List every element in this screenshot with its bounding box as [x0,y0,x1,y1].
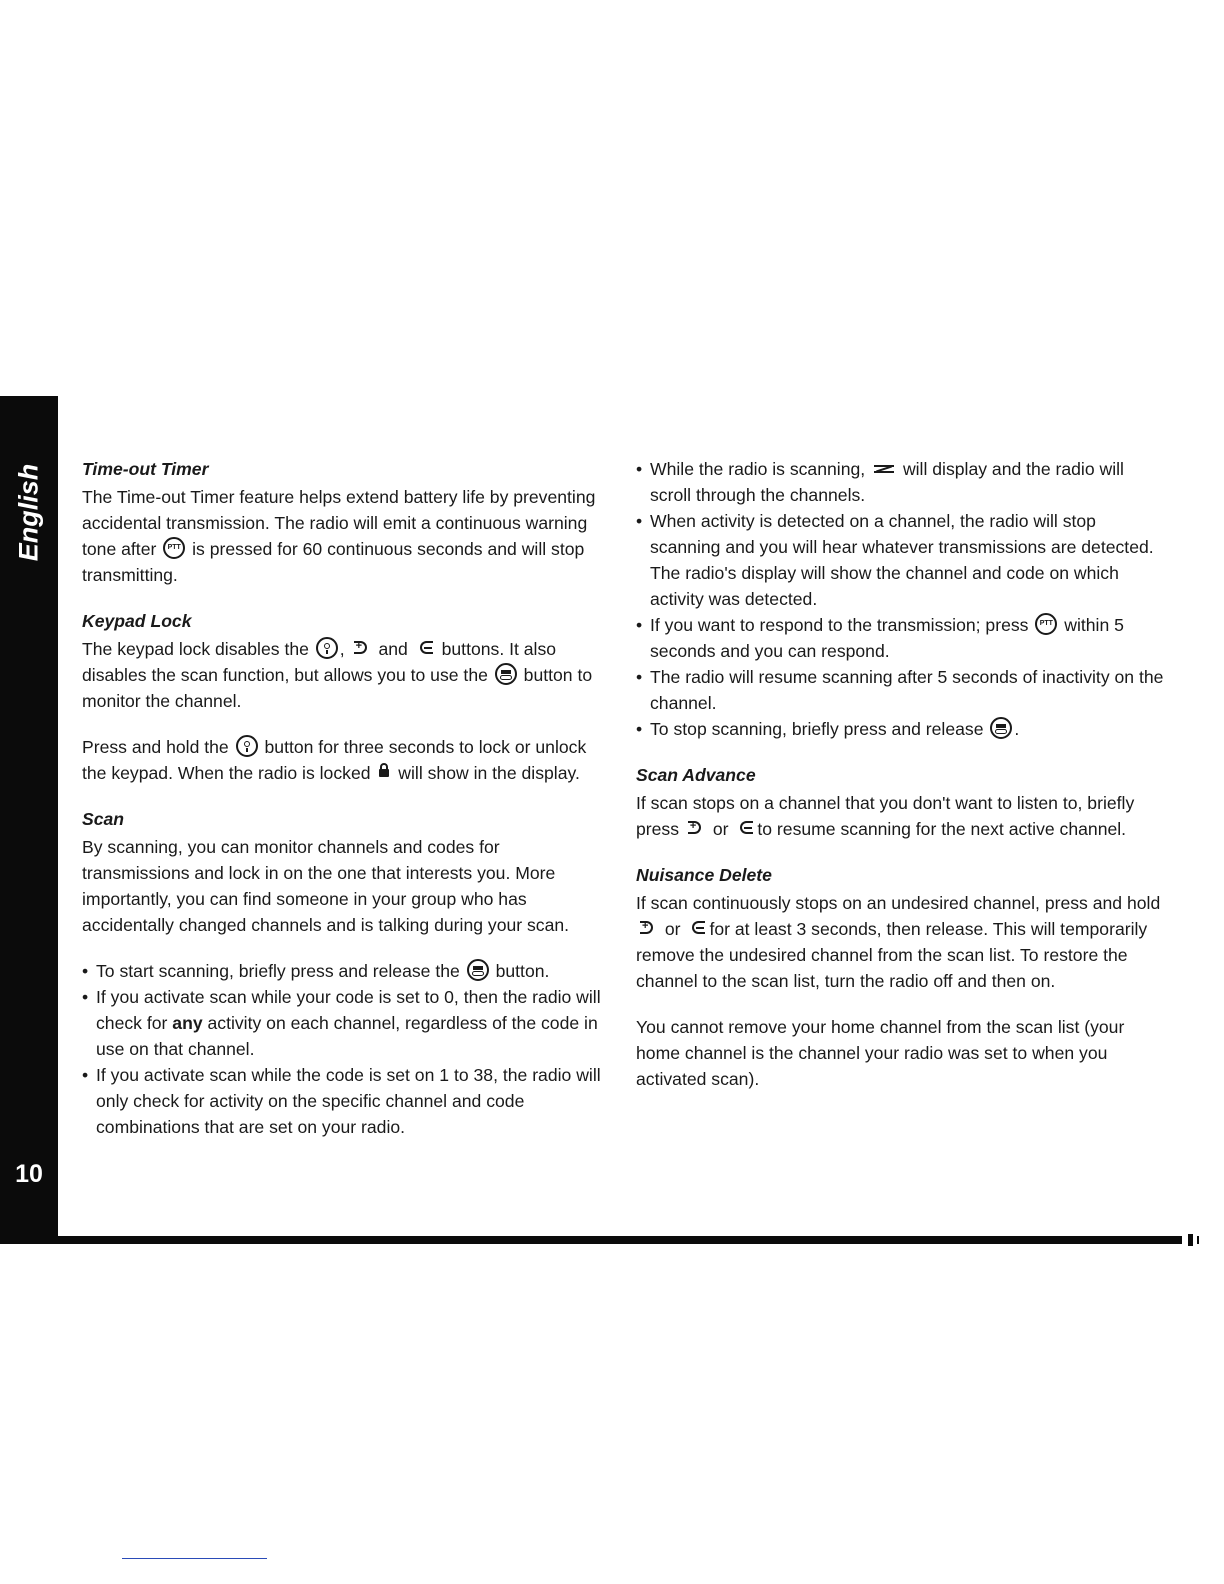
list-item: • The radio will resume scanning after 5 seconds of inactivity on the channel. [636,664,1166,716]
scan-intro: By scanning, you can monitor channels and codes for transmissions and lock in on the one that interests you. More importantly, you can find someone in your group who has accidentally changed channels and is talking during your scan. [82,837,570,935]
scanning-bullets [636,456,1166,742]
ptt-button-icon: PTT [163,537,185,559]
time-out-timer-text: The Time-out Timer feature helps extend battery life by preventing accidental transmission. The radio will emit a continuous warning tone after PTT is pressed for 60 continuous seconds and will stop transmitting. [82,487,596,585]
menu-button-icon [236,735,258,757]
monitor-button-icon [467,959,489,981]
heading-scan-advance: Scan Advance [636,765,756,785]
heading-nuisance-delete: Nuisance Delete [636,865,772,885]
nuisance-delete-text-1: If scan continuously stops on an undesired channel, press and hold + or for at least 3 seconds, then release. This will temporarily remove the undesired channel from the scan list. To restore the channel to the scan list, turn the radio off and then on. [636,890,1166,994]
list-item: • If you want to respond to the transmission; press PTT within 5 seconds and you can respond. [636,612,1166,664]
heading-time-out-timer: Time-out Timer [82,459,209,479]
keypad-lock-text-2: Press and hold the button for three seconds to lock or unlock the keypad. When the radio is locked will show in the display. [82,737,587,783]
section-scan [82,806,602,1140]
channel-down-icon [688,919,706,937]
scan-bullets [82,958,602,1140]
channel-down-icon [736,819,754,837]
channel-down-icon [416,639,434,657]
bottom-rule [58,1236,1182,1244]
scan-icon [874,464,894,474]
section-time-out-timer [82,456,602,588]
list-item: • To stop scanning, briefly press and release . [636,716,1166,742]
rule-mark [1188,1234,1193,1246]
right-column [636,456,1166,1092]
monitor-button-icon [990,717,1012,739]
rule-mark-small [1197,1236,1199,1244]
ptt-button-icon: PTT [1035,613,1057,635]
channel-up-icon [353,639,371,657]
section-scan-advance [636,762,1166,842]
channel-up-icon [687,819,705,837]
monitor-button-icon [495,663,517,685]
menu-button-icon [316,637,338,659]
left-column [82,456,602,1140]
section-keypad-lock [82,608,602,786]
heading-keypad-lock: Keypad Lock [82,611,192,631]
list-item: • If you activate scan while your code is set to 0, then the radio will check for any activity on each channel, regardless of the code in use on that channel. [82,984,602,1062]
language-label: English [13,463,44,561]
channel-up-icon [639,919,657,937]
list-item: • When activity is detected on a channel, the radio will stop scanning and you will hear whatever transmissions are detected. The radio's display will show the channel and code on which activity was detected. [636,508,1166,612]
page-number: 10 [15,1160,43,1188]
footer-link-underline [122,1558,267,1559]
scan-advance-text: If scan stops on a channel that you don't want to listen to, briefly press + or to resume scanning for the next active channel. [636,790,1166,842]
emphasis-any: any [172,1013,203,1033]
lock-icon [379,769,389,777]
list-item: • While the radio is scanning, will display and the radio will scroll through the channels. [636,456,1166,508]
list-item: • If you activate scan while the code is set on 1 to 38, the radio will only check for activity on the specific channel and code combinations that are set on your radio. [82,1062,602,1140]
nuisance-delete-text-2: You cannot remove your home channel from the scan list (your home channel is the channel your radio was set to when you activated scan). [636,1017,1125,1089]
list-item: • To start scanning, briefly press and release the button. [82,958,602,984]
section-nuisance-delete [636,862,1166,1092]
heading-scan: Scan [82,809,125,829]
keypad-lock-text-1: The keypad lock disables the , + and buttons. It also disables the scan function, but allows you to use the button to monitor the channel. [82,636,602,714]
